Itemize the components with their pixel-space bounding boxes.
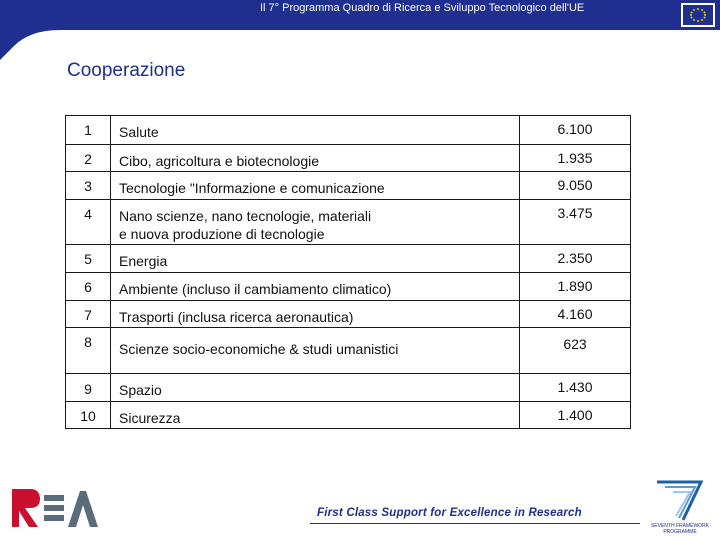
theme-label-line1: Nano scienze, nano tecnologie, materiali [119, 208, 372, 224]
theme-budget: 1.890 [520, 273, 631, 301]
theme-number: 2 [66, 145, 111, 172]
theme-label: Ambiente (incluso il cambiamento climatico) [111, 273, 520, 301]
footer-tagline: First Class Support for Excellence in Research [317, 507, 582, 519]
svg-text:PROGRAMME: PROGRAMME [663, 529, 697, 535]
theme-label: Sicurezza [111, 402, 520, 429]
table-row [66, 273, 631, 301]
theme-label: Energia [111, 245, 520, 273]
theme-budget: 6.100 [520, 116, 631, 145]
footer-divider [310, 523, 640, 524]
table-row [66, 374, 631, 402]
header-banner [0, 0, 720, 32]
table-row [66, 245, 631, 273]
theme-number: 6 [66, 273, 111, 301]
theme-budget: 623 [520, 328, 631, 374]
table-row [66, 301, 631, 328]
theme-budget: 3.475 [520, 200, 631, 245]
theme-number: 1 [66, 116, 111, 145]
theme-label-line2: e nuova produzione di tecnologie [119, 226, 325, 242]
theme-number: 10 [66, 402, 111, 429]
theme-budget: 1.430 [520, 374, 631, 402]
theme-label: Trasporti (inclusa ricerca aeronautica) [111, 301, 520, 328]
theme-budget: 4.160 [520, 301, 631, 328]
theme-label: Tecnologie "Informazione e comunicazione [111, 172, 520, 200]
page-title: Cooperazione [67, 60, 186, 81]
theme-budget: 9.050 [520, 172, 631, 200]
table-row [66, 116, 631, 145]
svg-text:SEVENTH FRAMEWORK: SEVENTH FRAMEWORK [650, 523, 710, 529]
theme-number: 9 [66, 374, 111, 402]
table-row [66, 402, 631, 429]
theme-number: 7 [66, 301, 111, 328]
theme-label: Scienze socio-economiche & studi umanistici [111, 328, 520, 374]
theme-number: 5 [66, 245, 111, 273]
theme-label [111, 200, 520, 245]
fp7-logo [645, 478, 715, 541]
rea-logo [10, 487, 98, 534]
eu-flag-icon [681, 3, 715, 27]
theme-budget: 2.350 [520, 245, 631, 273]
themes-table [65, 115, 631, 429]
banner-title: Il 7° Programma Quadro di Ricerca e Sviluppo Tecnologico dell'UE [260, 2, 585, 14]
table-row [66, 200, 631, 245]
table-row [66, 328, 631, 374]
theme-number: 3 [66, 172, 111, 200]
table-row [66, 145, 631, 172]
theme-number: 8 [66, 328, 111, 374]
theme-label: Salute [111, 116, 520, 145]
theme-budget: 1.400 [520, 402, 631, 429]
theme-number: 4 [66, 200, 111, 245]
theme-label: Cibo, agricoltura e biotecnologie [111, 145, 520, 172]
theme-budget: 1.935 [520, 145, 631, 172]
theme-label: Spazio [111, 374, 520, 402]
table-row [66, 172, 631, 200]
